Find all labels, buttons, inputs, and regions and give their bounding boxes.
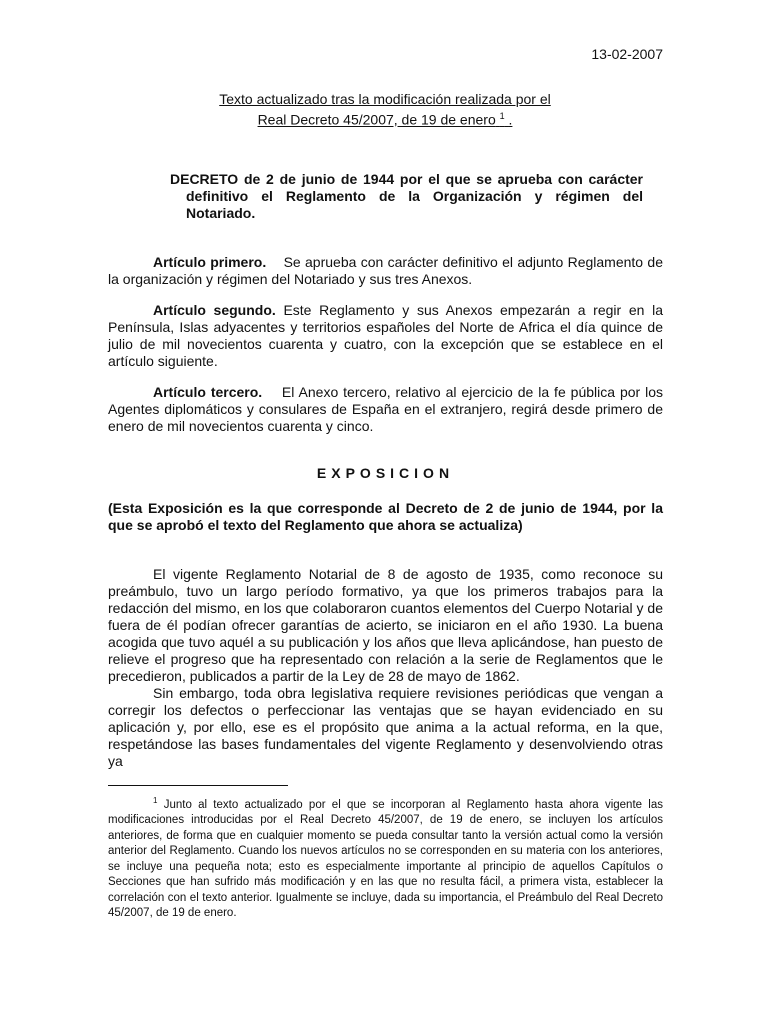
exposicion-body [108,566,663,770]
exposicion-note: (Esta Exposición es la que corresponde al Decreto de 2 de junio de 1944, por la que se aprobó el texto del Reglamento que ahora se actualiza) [108,500,663,533]
article-text: El Anexo tercero, relativo al ejercicio de la fe pública por los Agentes diplomáticos y consulares de España en el extranjero, regirá desde primero de enero de mil novecientos cuarenta y cinco. [108,384,664,434]
article-first [108,254,663,288]
article-label: Artículo primero. [153,254,267,270]
update-notice-decree: Real Decreto 45/2007, de 19 de enero [257,111,496,128]
footnote-number: 1 [153,796,158,805]
exposicion-paragraph: El vigente Reglamento Notarial de 8 de agosto de 1935, como reconoce su preámbulo, tuvo un largo período formativo, ya que los primeros trabajos para la redacción del mismo, en los que colaboraron cuantos elementos del Cuerpo Notarial y de fuera de él podían ofrecer garantías de acierto, se iniciaron en el año 1930. La buena acogida que tuvo aquél a su publicación y los años que lleva aplicándose, han puesto de relieve el progreso que ha representado con relación a la serie de Reglamentos que le precedieron, publicados a partir de la Ley de 28 de mayo de 1862. [108,566,663,684]
exposicion-paragraph: Sin embargo, toda obra legislativa requiere revisiones periódicas que vengan a corregir los defectos o perfeccionar las ventajas que se hayan evidenciado en su aplicación y, por ello, ese es el propósito que anima a la actual reforma, en la que, respetándose las bases fundamentales del vigente Reglamento y desenvolviendo otras ya [108,685,663,769]
article-second [108,302,663,370]
article-third [108,384,663,435]
document-date: 13-02-2007 [591,46,663,62]
decree-title: DECRETO de 2 de junio de 1944 por el que se aprueba con carácter definitivo el Reglamento de la Organización y régimen del Notariado. [170,171,643,221]
update-notice-end: . [508,111,513,128]
article-label: Artículo tercero. [153,384,263,400]
exposicion-heading: EXPOSICION [316,465,455,481]
footnote-reference[interactable]: 1 [499,111,505,121]
footnote-separator [108,785,288,786]
footnote-text: Junto al texto actualizado por el que se incorporan al Reglamento hasta ahora vigente las modificaciones introducidas por el Real Decreto 45/2007, de 19 de enero, se incluyen los artículos anteriores, de forma que en cualquier momento se pueda consultar tanto la versión actual como la versión anterior del Reglamento. Cuando los nuevos artículos no se corresponden en su materia con los anteriores, se incluye una pequeña nota; esto es especialmente importante al principio de aquellos Capítulos o Secciones que han sufrido más modificación y en las que no resulta fácil, a primera vista, establecer la correlación con el texto anterior. Igualmente se incluye, dada su importancia, el Preámbulo del Real Decreto 45/2007, de 19 de enero. [108,798,663,920]
update-notice-line1: Texto actualizado tras la modificación realizada por el [219,91,551,107]
update-notice-line2 [160,108,610,129]
article-text: Este Reglamento y sus Anexos empezarán a regir en la Península, Islas adyacentes y territorios españoles del Norte de Africa el día quince de julio de mil novecientos cuarenta y cuatro, con la excepción que se establece en el artículo siguiente. [108,302,663,369]
footnote [108,793,663,922]
article-text: Se aprueba con carácter definitivo el adjunto Reglamento de la organización y régimen del Notariado y sus tres Anexos. [108,254,663,287]
update-notice [160,91,610,129]
article-label: Artículo segundo. [153,302,276,318]
